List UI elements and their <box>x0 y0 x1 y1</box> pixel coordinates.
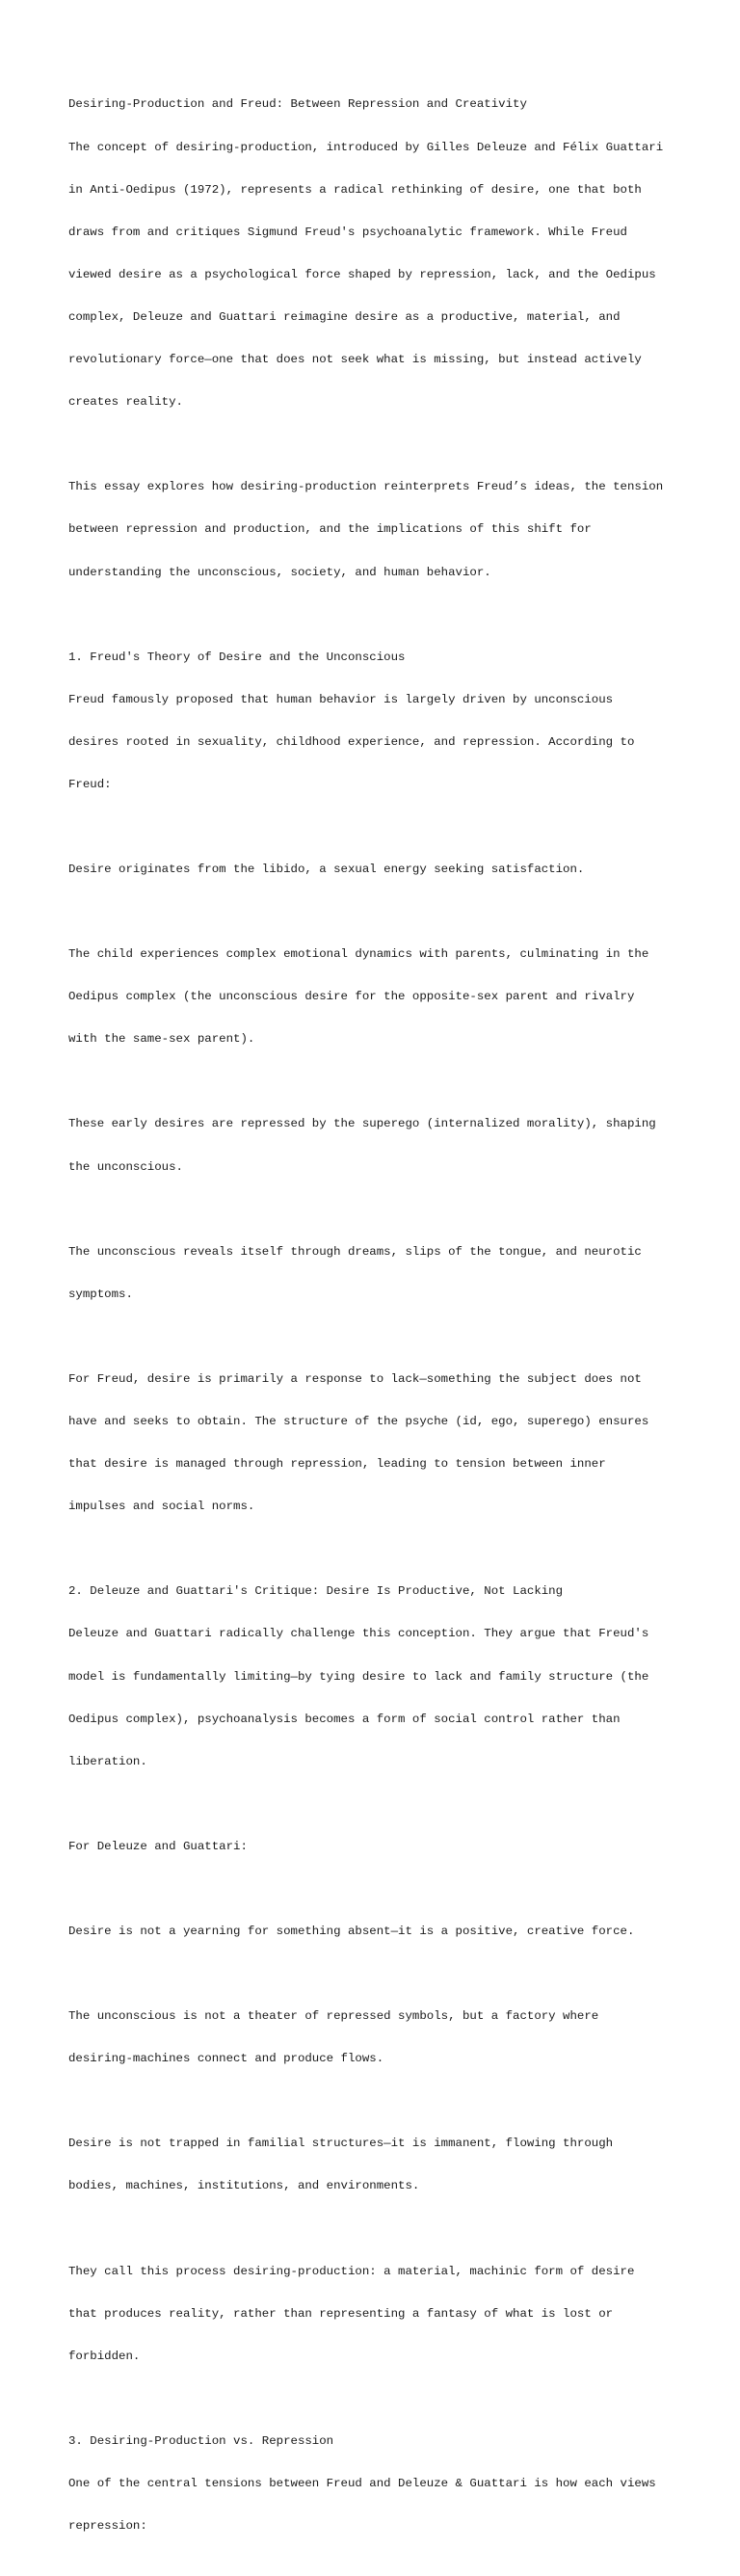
text-line: Oedipus complex (the unconscious desire for the opposite-sex parent and rivalry <box>68 990 635 1004</box>
text-line: For Freud, desire is primarily a response to lack—something the subject does not <box>68 1371 642 1386</box>
text-line: have and seeks to obtain. The structure of the psyche (id, ego, superego) ensures <box>68 1415 649 1429</box>
text-line: understanding the unconscious, society, and human behavior. <box>68 565 491 579</box>
paragraph <box>68 1556 685 1797</box>
section-heading: 1. Freud's Theory of Desire and the Unconscious <box>68 650 406 664</box>
paragraph <box>68 835 685 906</box>
text-line: Deleuze and Guattari radically challenge this conception. They argue that Freud's <box>68 1627 649 1641</box>
section-heading: 3. Desiring-Production vs. Repression <box>68 2433 334 2448</box>
text-line: impulses and social norms. <box>68 1500 255 1514</box>
text-line: repression: <box>68 2519 147 2534</box>
paragraph <box>68 2405 685 2562</box>
paragraph <box>68 69 685 438</box>
text-line: symptoms. <box>68 1287 133 1301</box>
text-line: For Deleuze and Guattari: <box>68 1839 248 1853</box>
section-heading: 2. Deleuze and Guattari's Critique: Desire Is Productive, Not Lacking <box>68 1584 564 1599</box>
text-line: draws from and critiques Sigmund Freud's psychoanalytic framework. While Freud <box>68 225 627 239</box>
paragraph <box>68 1981 685 2095</box>
text-line: The unconscious is not a theater of repressed symbols, but a factory where <box>68 2009 599 2024</box>
paragraph <box>68 1216 685 1330</box>
text-line: complex, Deleuze and Guattari reimagine desire as a productive, material, and <box>68 309 621 324</box>
text-line: the unconscious. <box>68 1159 183 1174</box>
text-line: Oedipus complex), psychoanalysis becomes a form of social control rather than <box>68 1712 621 1726</box>
paragraph <box>68 452 685 608</box>
text-line: desiring-machines connect and produce flows. <box>68 2052 384 2066</box>
text-line: bodies, machines, institutions, and environments. <box>68 2179 420 2193</box>
text-line: One of the central tensions between Freud and Deleuze & Guattari is how each views <box>68 2477 656 2490</box>
text-line: Desire is not a yearning for something absent—it is a positive, creative force. <box>68 1925 635 1939</box>
document-title: Desiring-Production and Freud: Between Repression and Creativity <box>68 97 527 112</box>
text-line: The concept of desiring-production, introduced by Gilles Deleuze and Félix Guattari <box>68 140 664 154</box>
text-line: Desire originates from the libido, a sexual energy seeking satisfaction. <box>68 863 585 877</box>
text-line: model is fundamentally limiting—by tying desire to lack and family structure (the <box>68 1669 649 1684</box>
text-line: liberation. <box>68 1754 147 1768</box>
text-line: Desire is not trapped in familial structures—it is immanent, flowing through <box>68 2137 614 2151</box>
paragraph <box>68 1344 685 1543</box>
text-line: Freud famously proposed that human behavior is largely driven by unconscious <box>68 692 614 706</box>
text-line: that desire is managed through repression, leading to tension between inner <box>68 1457 606 1472</box>
text-line: between repression and production, and the implications of this shift for <box>68 522 592 537</box>
text-line: in Anti-Oedipus (1972), represents a radical rethinking of desire, one that both <box>68 182 642 197</box>
document-page <box>68 69 685 2576</box>
text-line: that produces reality, rather than representing a fantasy of what is lost or <box>68 2306 614 2321</box>
paragraph <box>68 1812 685 1883</box>
text-line: The child experiences complex emotional dynamics with parents, culminating in the <box>68 947 649 962</box>
text-line: Freud: <box>68 777 112 791</box>
text-line: This essay explores how desiring-production reinterprets Freud’s ideas, the tension <box>68 480 664 494</box>
text-line: revolutionary force—one that does not seek what is missing, but instead actively <box>68 353 642 367</box>
paragraph <box>68 2236 685 2392</box>
text-line: with the same-sex parent). <box>68 1032 255 1047</box>
text-line: These early desires are repressed by the superego (internalized morality), shaping <box>68 1117 656 1131</box>
text-line: The unconscious reveals itself through dreams, slips of the tongue, and neurotic <box>68 1244 642 1259</box>
paragraph <box>68 919 685 1076</box>
text-line: desires rooted in sexuality, childhood experience, and repression. According to <box>68 734 635 749</box>
paragraph <box>68 1089 685 1203</box>
paragraph <box>68 622 685 820</box>
text-line: They call this process desiring-production: a material, machinic form of desire <box>68 2264 635 2278</box>
paragraph <box>68 2109 685 2222</box>
text-line: forbidden. <box>68 2349 141 2363</box>
text-line: viewed desire as a psychological force shaped by repression, lack, and the Oedipus <box>68 267 656 281</box>
paragraph <box>68 1897 685 1968</box>
text-line: creates reality. <box>68 395 183 410</box>
